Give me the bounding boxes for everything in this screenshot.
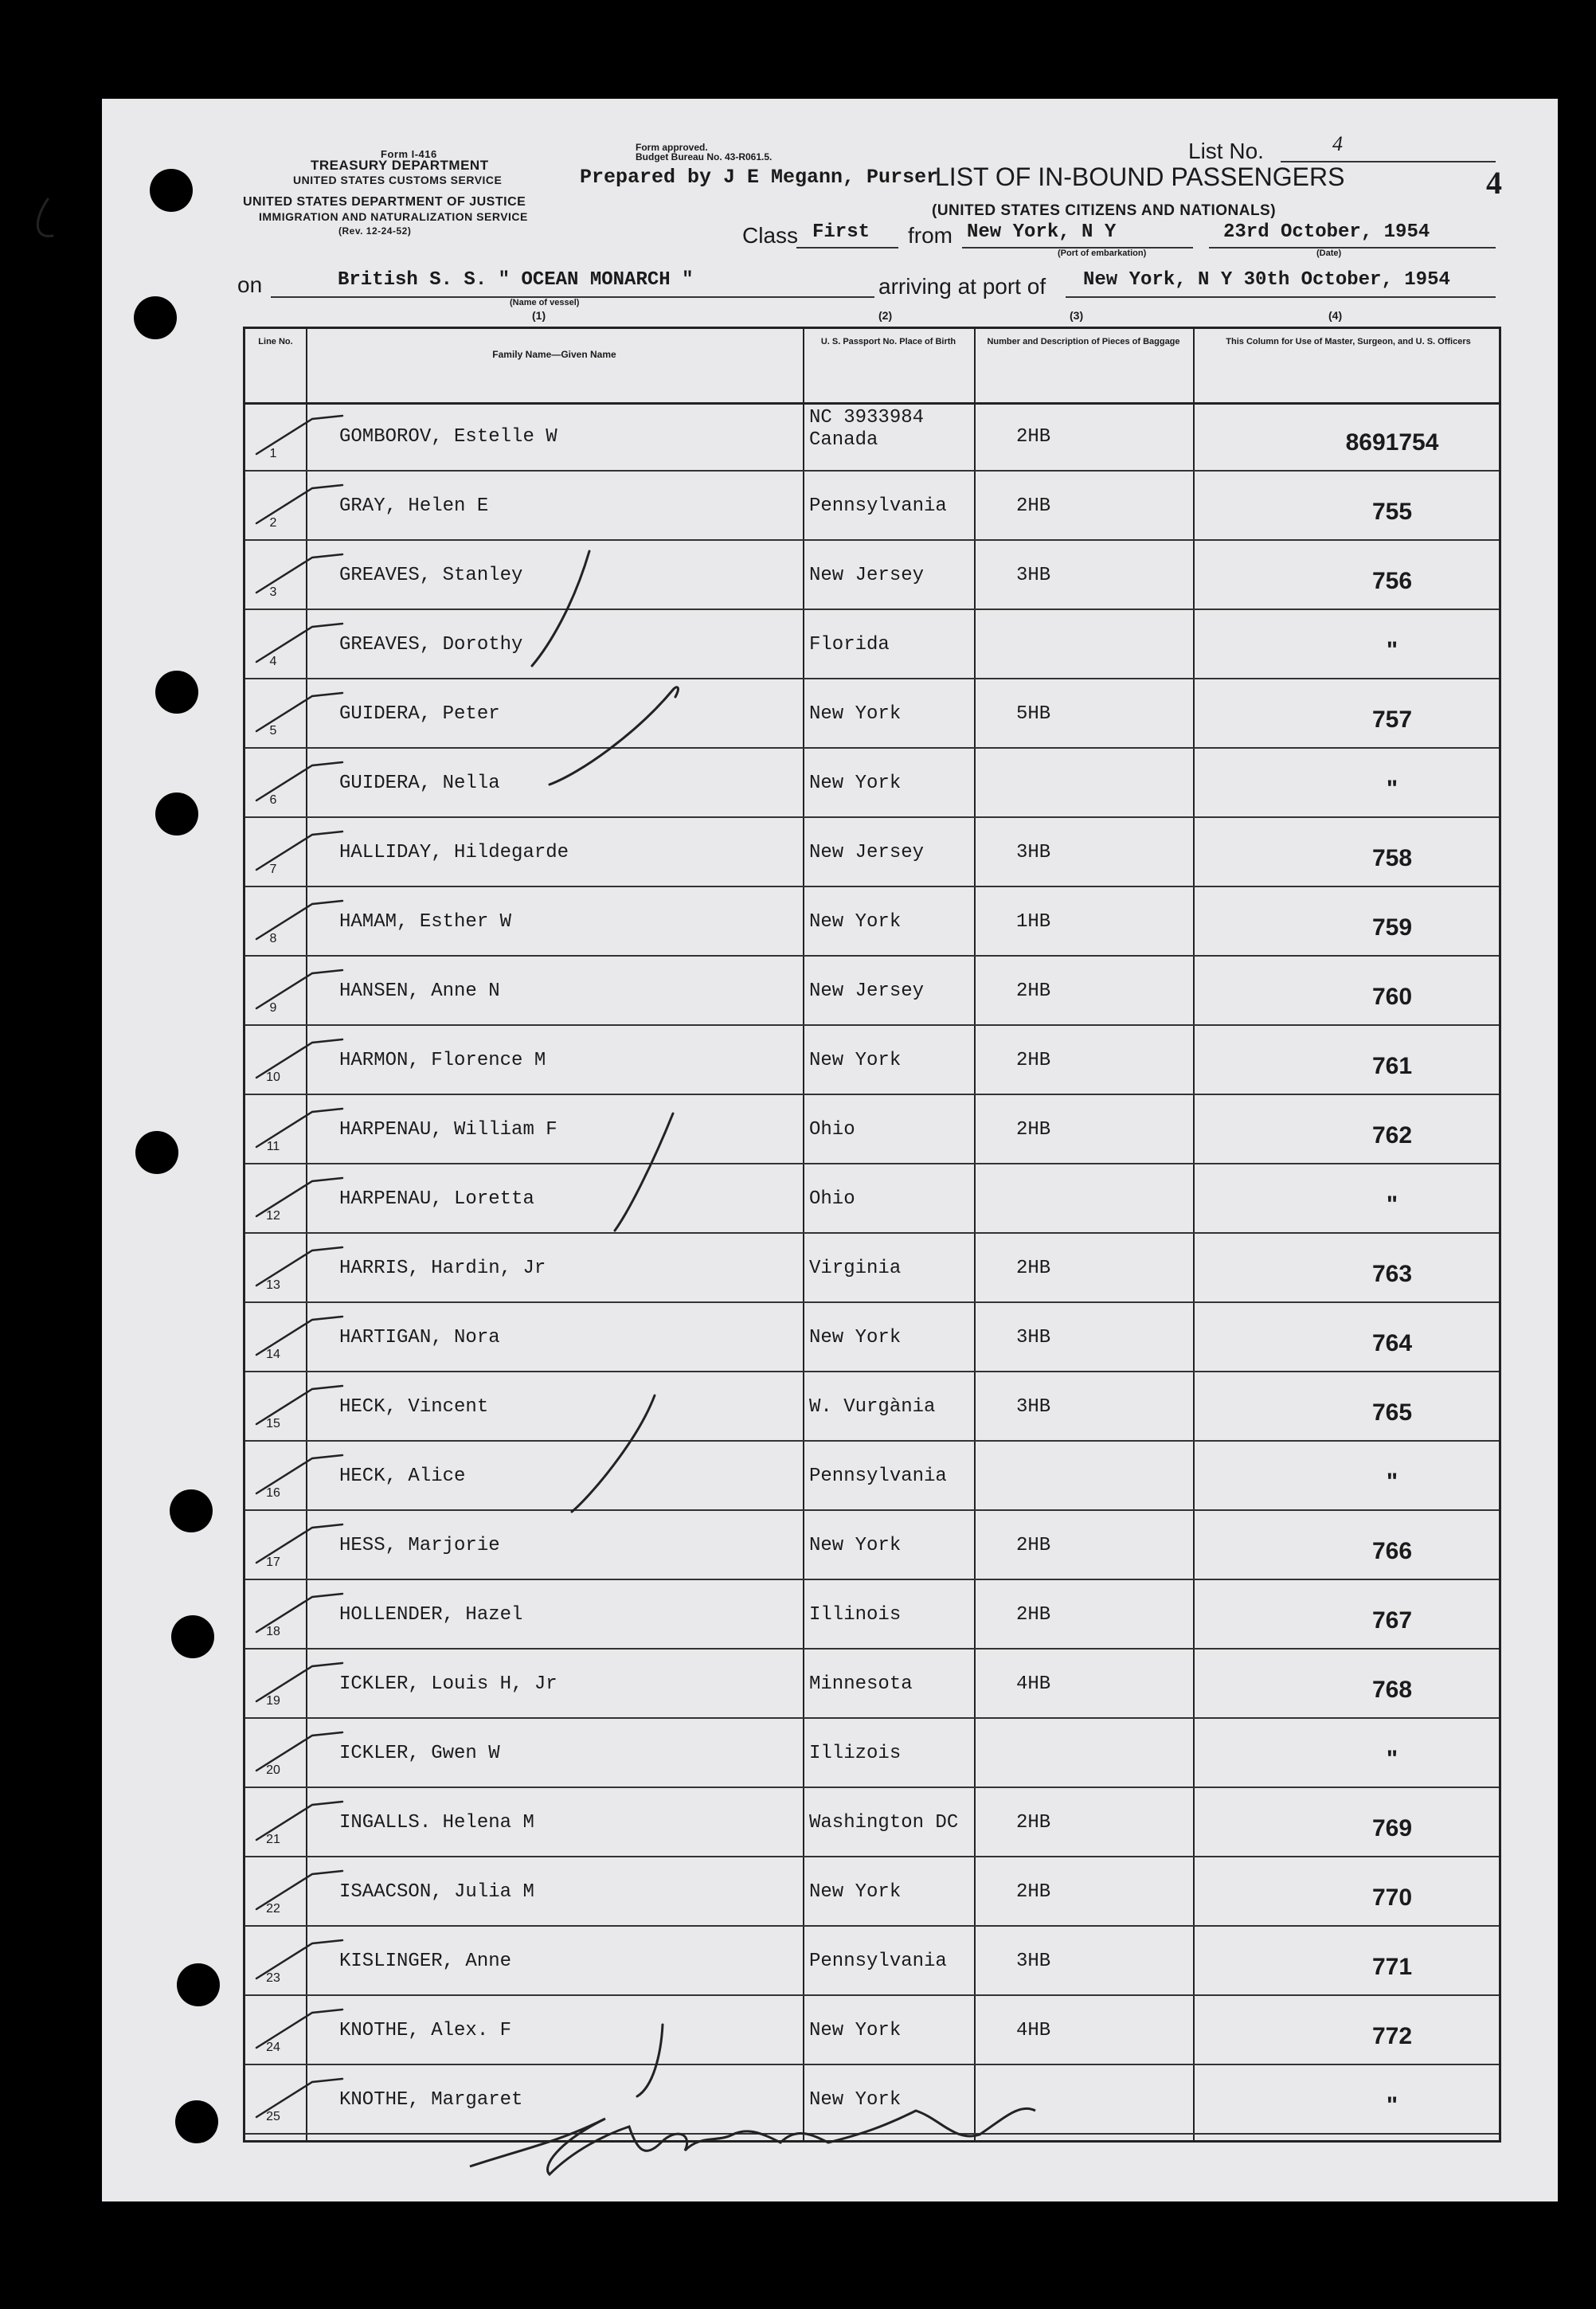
- baggage: 2HB: [1016, 1812, 1051, 1834]
- baggage: 3HB: [1016, 1396, 1051, 1418]
- baggage: 3HB: [1016, 1327, 1051, 1348]
- place-of-birth: New Jersey: [809, 842, 925, 863]
- passenger-name: HARMON, Florence M: [339, 1050, 546, 1071]
- passenger-name: HARRIS, Hardin, Jr: [339, 1258, 546, 1279]
- passenger-name: KNOTHE, Alex. F: [339, 2020, 512, 2041]
- line-number: 5: [269, 724, 277, 738]
- table-row: [245, 1996, 1499, 2065]
- place-of-birth: New Jersey: [809, 980, 925, 1002]
- passenger-name: KNOTHE, Margaret: [339, 2089, 523, 2111]
- place-of-birth: W. Vurgània: [809, 1396, 936, 1418]
- form-approved: Form approved.: [636, 142, 708, 153]
- place-of-birth: New York: [809, 1050, 902, 1071]
- header-baggage: Number and Description of Pieces of Baggage: [987, 337, 1180, 346]
- line-number: 20: [266, 1763, 280, 1777]
- punch-hole: [134, 296, 177, 339]
- table-row: [245, 610, 1499, 679]
- passenger-name: HECK, Alice: [339, 1466, 466, 1487]
- place-of-birth: Pennsylvania: [809, 1951, 947, 1972]
- line-number: 7: [269, 863, 277, 876]
- place-of-birth: New York: [809, 2020, 902, 2041]
- baggage: 2HB: [1016, 495, 1051, 517]
- place-of-birth: Pennsylvania: [809, 1466, 947, 1487]
- arriving-label: arriving at port of: [878, 274, 1046, 299]
- passenger-name: GOMBOROV, Estelle W: [339, 426, 557, 448]
- officer-reference: 761: [1371, 1053, 1413, 1079]
- punch-hole: [155, 792, 198, 836]
- officer-reference: ": [1386, 1192, 1398, 1218]
- baggage: 5HB: [1016, 703, 1051, 725]
- table-row: [245, 1442, 1499, 1511]
- officer-reference: 770: [1371, 1884, 1413, 1911]
- line-number: 11: [266, 1140, 280, 1153]
- from-label: from: [908, 223, 953, 248]
- line-number: 25: [266, 2110, 280, 2123]
- place-of-birth: New York: [809, 1535, 902, 1556]
- vessel-name: British S. S. " OCEAN MONARCH ": [338, 269, 694, 291]
- punch-hole: [135, 1131, 178, 1174]
- place-of-birth: Virginia: [809, 1258, 902, 1279]
- place-of-birth: Minnesota: [809, 1673, 913, 1695]
- baggage: 1HB: [1016, 911, 1051, 933]
- passenger-name: GUIDERA, Nella: [339, 773, 500, 794]
- col-num-3: (3): [1070, 309, 1084, 322]
- punch-hole: [177, 1963, 220, 2006]
- class-label: Class: [742, 223, 799, 248]
- officer-reference: 757: [1371, 706, 1413, 733]
- line-number: 9: [269, 1001, 277, 1015]
- header-passport: U. S. Passport No. Place of Birth: [820, 337, 956, 346]
- line-number: 6: [269, 793, 277, 807]
- passenger-name: GREAVES, Stanley: [339, 565, 523, 586]
- table-row: [245, 1857, 1499, 1927]
- line-number: 8: [269, 932, 277, 945]
- punch-hole: [170, 1489, 213, 1532]
- passenger-name: INGALLS. Helena M: [339, 1812, 534, 1834]
- class-value: First: [812, 221, 870, 243]
- place-of-birth: Ohio: [809, 1188, 855, 1210]
- justice-line-1: UNITED STATES DEPARTMENT OF JUSTICE: [243, 195, 526, 209]
- list-no-label: List No.: [1188, 139, 1264, 163]
- baggage: 2HB: [1016, 426, 1051, 448]
- line-number: 2: [269, 516, 277, 530]
- baggage: 2HB: [1016, 1258, 1051, 1279]
- officer-reference: ": [1386, 637, 1398, 663]
- officer-reference: 766: [1371, 1538, 1413, 1564]
- table-row: [245, 818, 1499, 887]
- place-of-birth: Illizois: [809, 1743, 902, 1764]
- header-officers: This Column for Use of Master, Surgeon, and U. S. Officers: [1226, 337, 1471, 346]
- officer-reference: ": [1386, 1469, 1398, 1495]
- table-row: [245, 1719, 1499, 1788]
- line-number: 10: [266, 1070, 280, 1084]
- passenger-table: [243, 327, 1501, 2143]
- port-of-embarkation-caption: (Port of embarkation): [1058, 249, 1147, 258]
- officer-reference: 756: [1371, 568, 1413, 594]
- table-row: [245, 1788, 1499, 1857]
- page-number: 4: [1486, 165, 1502, 201]
- line-number: 12: [266, 1209, 280, 1223]
- table-header: [245, 329, 1499, 405]
- table-row: [245, 1650, 1499, 1719]
- officer-reference: ": [1386, 776, 1398, 802]
- col-num-4: (4): [1328, 309, 1343, 322]
- officer-reference: 765: [1371, 1399, 1413, 1426]
- officer-reference: 772: [1371, 2023, 1413, 2049]
- line-number: 24: [266, 2041, 280, 2054]
- arrival-port-date: New York, N Y 30th October, 1954: [1083, 269, 1450, 291]
- list-title: LIST OF IN-BOUND PASSENGERS: [935, 162, 1345, 191]
- place-of-birth: Pennsylvania: [809, 495, 947, 517]
- line-number: 18: [266, 1625, 280, 1638]
- officer-reference: 764: [1371, 1330, 1413, 1356]
- punch-hole: [175, 2100, 218, 2143]
- baggage: 2HB: [1016, 1604, 1051, 1626]
- header-line-no: Line No.: [258, 337, 293, 346]
- agency-line-2: UNITED STATES CUSTOMS SERVICE: [293, 174, 503, 186]
- passport-number: NC 3933984: [809, 407, 925, 429]
- passenger-name: KISLINGER, Anne: [339, 1951, 512, 1972]
- line-number: 22: [266, 1902, 280, 1916]
- place-of-birth: New York: [809, 2089, 902, 2111]
- from-value: New York, N Y: [967, 221, 1117, 243]
- vessel-caption: (Name of vessel): [510, 298, 580, 307]
- place-of-birth: Canada: [809, 429, 878, 451]
- punch-hole: [155, 671, 198, 714]
- line-number: 21: [266, 1833, 280, 1846]
- baggage: 3HB: [1016, 1951, 1051, 1972]
- list-no-value: 4: [1332, 132, 1343, 155]
- place-of-birth: New York: [809, 703, 902, 725]
- baggage: 3HB: [1016, 842, 1051, 863]
- table-row: [245, 1164, 1499, 1234]
- officer-reference: 755: [1371, 499, 1413, 525]
- passenger-name: GREAVES, Dorothy: [339, 634, 523, 656]
- place-of-birth: New York: [809, 1881, 902, 1903]
- baggage: 2HB: [1016, 1050, 1051, 1071]
- col-num-1: (1): [532, 309, 546, 322]
- passenger-name: ICKLER, Gwen W: [339, 1743, 500, 1764]
- table-row: [245, 1927, 1499, 1996]
- place-of-birth: New York: [809, 773, 902, 794]
- table-row: [245, 541, 1499, 610]
- table-row: [245, 1095, 1499, 1164]
- officer-reference: ": [1386, 2092, 1398, 2119]
- officer-reference: 759: [1371, 914, 1413, 941]
- line-number: 1: [269, 447, 277, 460]
- passenger-name: HANSEN, Anne N: [339, 980, 500, 1002]
- line-number: 19: [266, 1694, 280, 1708]
- baggage: 3HB: [1016, 565, 1051, 586]
- line-number: 4: [269, 655, 277, 668]
- table-row: [245, 957, 1499, 1026]
- line-number: 3: [269, 585, 277, 599]
- place-of-birth: Washington DC: [809, 1812, 959, 1834]
- table-row: [245, 749, 1499, 818]
- justice-line-2: IMMIGRATION AND NATURALIZATION SERVICE: [259, 210, 528, 223]
- table-row: [245, 1511, 1499, 1580]
- passenger-name: GRAY, Helen E: [339, 495, 489, 517]
- prepared-by: Prepared by J E Megann, Purser: [580, 166, 939, 189]
- line-number: 14: [266, 1348, 280, 1361]
- place-of-birth: New York: [809, 911, 902, 933]
- place-of-birth: Florida: [809, 634, 890, 656]
- passenger-name: HESS, Marjorie: [339, 1535, 500, 1556]
- officer-reference: 8691754: [1345, 429, 1439, 456]
- place-of-birth: New York: [809, 1327, 902, 1348]
- embark-date: 23rd October, 1954: [1223, 221, 1430, 243]
- budget-bureau: Budget Bureau No. 43-R061.5.: [636, 151, 773, 162]
- baggage: 4HB: [1016, 2020, 1051, 2041]
- passenger-name: HOLLENDER, Hazel: [339, 1604, 523, 1626]
- passenger-name: HARTIGAN, Nora: [339, 1327, 500, 1348]
- place-of-birth: New Jersey: [809, 565, 925, 586]
- baggage: 2HB: [1016, 1119, 1051, 1141]
- passenger-name: HALLIDAY, Hildegarde: [339, 842, 569, 863]
- line-number: 13: [266, 1278, 280, 1292]
- passenger-name: HARPENAU, William F: [339, 1119, 557, 1141]
- table-row: [245, 1580, 1499, 1650]
- table-row: [245, 402, 1499, 472]
- col-num-2: (2): [878, 309, 893, 322]
- agency-line-1: TREASURY DEPARTMENT: [311, 158, 489, 173]
- punch-hole: [150, 169, 193, 212]
- passenger-name: HAMAM, Esther W: [339, 911, 512, 933]
- line-number: 17: [266, 1556, 280, 1569]
- passenger-name: GUIDERA, Peter: [339, 703, 500, 725]
- baggage: 2HB: [1016, 1881, 1051, 1903]
- revision: (Rev. 12-24-52): [338, 225, 412, 237]
- line-number: 23: [266, 1971, 280, 1985]
- list-subtitle: (UNITED STATES CITIZENS AND NATIONALS): [932, 202, 1277, 219]
- officer-reference: 768: [1371, 1677, 1413, 1703]
- table-row: [245, 2065, 1499, 2135]
- passenger-name: HARPENAU, Loretta: [339, 1188, 534, 1210]
- officer-reference: 763: [1371, 1261, 1413, 1287]
- baggage: 4HB: [1016, 1673, 1051, 1695]
- place-of-birth: Ohio: [809, 1119, 855, 1141]
- header-name: Family Name—Given Name: [492, 349, 616, 360]
- table-row: [245, 472, 1499, 541]
- passenger-name: HECK, Vincent: [339, 1396, 489, 1418]
- baggage: 2HB: [1016, 1535, 1051, 1556]
- punch-hole: [171, 1615, 214, 1658]
- officer-reference: 760: [1371, 984, 1413, 1010]
- line-number: 15: [266, 1417, 280, 1430]
- table-row: [245, 1026, 1499, 1095]
- passenger-name: ISAACSON, Julia M: [339, 1881, 534, 1903]
- officer-reference: 771: [1371, 1954, 1413, 1980]
- officer-reference: 769: [1371, 1815, 1413, 1841]
- table-row: [245, 887, 1499, 957]
- table-row: [245, 1372, 1499, 1442]
- place-of-birth: Illinois: [809, 1604, 902, 1626]
- officer-reference: ": [1386, 1746, 1398, 1772]
- baggage: 2HB: [1016, 980, 1051, 1002]
- form-id: Form I-416: [381, 148, 437, 160]
- table-row: [245, 679, 1499, 749]
- line-number: 16: [266, 1486, 280, 1500]
- officer-reference: 758: [1371, 845, 1413, 871]
- passenger-name: ICKLER, Louis H, Jr: [339, 1673, 557, 1695]
- table-row: [245, 1234, 1499, 1303]
- date-caption: (Date): [1316, 249, 1342, 258]
- officer-reference: 767: [1371, 1607, 1413, 1634]
- officer-reference: 762: [1371, 1122, 1413, 1149]
- on-label: on: [237, 272, 263, 297]
- table-row: [245, 1303, 1499, 1372]
